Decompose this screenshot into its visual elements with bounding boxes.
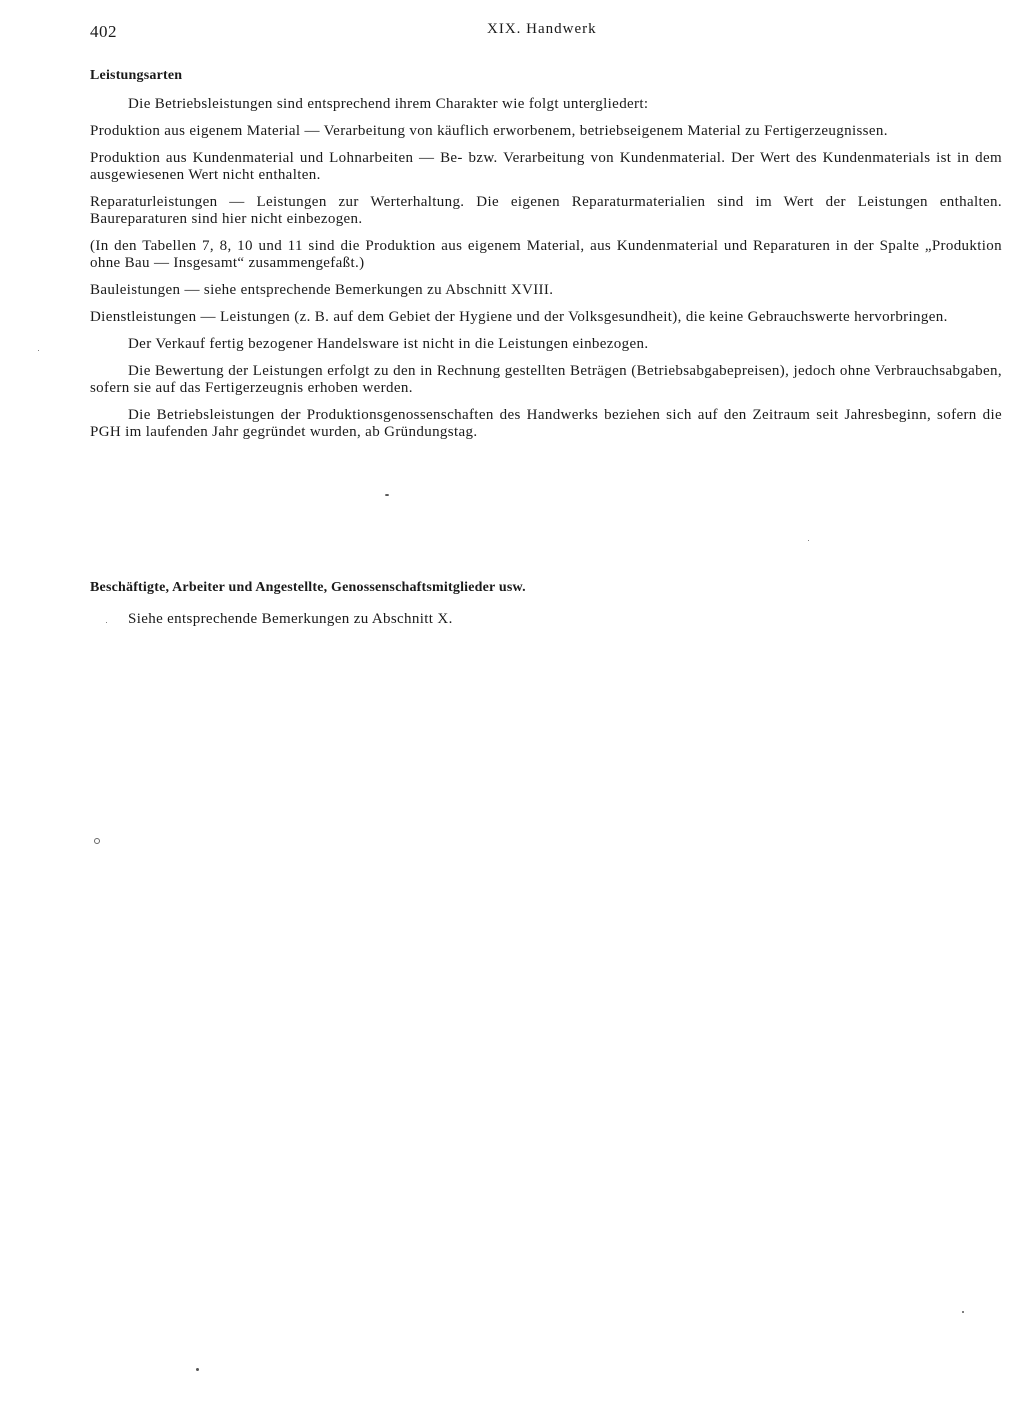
paragraph: Produktion aus eigenem Material — Verarbeitung von käuflich erworbenem, betriebseigenem Material zu Fertigerzeugnissen. [90, 123, 888, 139]
section-heading-leistungsarten: Leistungsarten [90, 68, 183, 83]
scan-speck [106, 622, 107, 623]
paragraph: Die Betriebsleistungen der Produktionsgenossenschaften des Handwerks beziehen sich auf den Zeitraum seit Jahresbeginn, sofern die PGH im laufenden Jahr gegründet wurden, ab Gründungstag. [90, 407, 1002, 440]
paragraph: (In den Tabellen 7, 8, 10 und 11 sind die Produktion aus eigenem Material, aus Kundenmaterial und Reparaturen in der Spalte „Produktion ohne Bau — Insgesamt“ zusammengefaßt.) [90, 238, 1002, 271]
paragraph: Der Verkauf fertig bezogener Handelsware ist nicht in die Leistungen einbezogen. [128, 336, 649, 352]
scan-speck [196, 1368, 199, 1371]
page-number: 402 [90, 22, 117, 41]
paragraph: Dienstleistungen — Leistungen (z. B. auf dem Gebiet der Hygiene und der Volksgesundheit), die keine Gebrauchswerte hervorbringen. [90, 309, 948, 325]
scan-speck [808, 540, 809, 541]
section-body-beschaeftigte [90, 611, 1002, 628]
scan-speck [385, 494, 389, 496]
paragraph: Bauleistungen — siehe entsprechende Bemerkungen zu Abschnitt XVIII. [90, 282, 554, 298]
scan-speck [94, 838, 100, 844]
paragraph: Reparaturleistungen — Leistungen zur Werterhaltung. Die eigenen Reparaturmaterialien sind im Wert der Leistungen enthalten. Baureparaturen sind hier nicht einbezogen. [90, 194, 1002, 227]
section-body-leistungsarten [90, 96, 1002, 441]
paragraph: Die Bewertung der Leistungen erfolgt zu den in Rechnung gestellten Beträgen (Betriebsabgabepreisen), jedoch ohne Verbrauchsabgaben, sofern sie auf das Fertigerzeugnis erhoben werden. [90, 363, 1002, 396]
section-heading-beschaeftigte: Beschäftigte, Arbeiter und Angestellte, Genossenschaftsmitglieder usw. [90, 580, 526, 595]
scan-speck [38, 350, 39, 351]
paragraph: Produktion aus Kundenmaterial und Lohnarbeiten — Be- bzw. Verarbeitung von Kundenmaterial. Der Wert des Kundenmaterials ist in dem ausgewiesenen Wert nicht enthalten. [90, 150, 1002, 183]
paragraph: Siehe entsprechende Bemerkungen zu Abschnitt X. [128, 611, 453, 627]
running-title: XIX. Handwerk [487, 21, 597, 37]
paragraph: Die Betriebsleistungen sind entsprechend ihrem Charakter wie folgt untergliedert: [128, 96, 649, 112]
scan-speck [962, 1311, 964, 1313]
